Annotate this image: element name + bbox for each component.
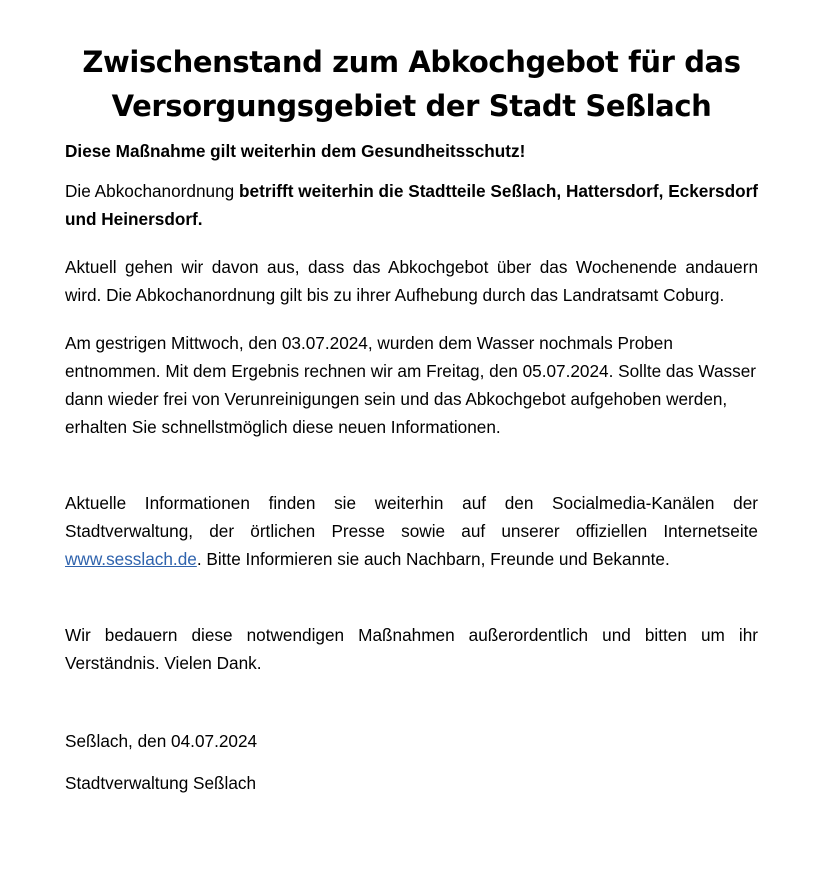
samples-paragraph: Am gestrigen Mittwoch, den 03.07.2024, wurden dem Wasser nochmals Proben entnommen. Mit dem Ergebnis rechnen wir am Freitag, den 05.07.2024. Sollte das Wasser dann wieder frei von Verunreinigungen sein und das Abkochgebot aufgehoben werden, erhalten Sie schnellstmöglich diese neuen Informationen.	[65, 333, 757, 437]
info-text-after: . Bitte Informieren sie auch Nachbarn, Freunde und Bekannte.	[196, 549, 670, 569]
regret-paragraph: Wir bedauern diese notwendigen Maßnahmen außerordentlich und bitten um ihr Verständnis. Vielen Dank.	[65, 625, 758, 673]
website-link[interactable]: www.sesslach.de	[65, 549, 197, 569]
signature-place-date: Seßlach, den 04.07.2024	[65, 731, 258, 751]
document-title: Zwischenstand zum Abkochgebot für das Versorgungsgebiet der Stadt Seßlach	[82, 45, 741, 123]
duration-paragraph: Aktuell gehen wir davon aus, dass das Abkochgebot über das Wochenende andauern wird. Die Abkochanordnung gilt bis zu ihrer Aufhebung durch das Landratsamt Coburg.	[65, 257, 758, 305]
document-subtitle: Diese Maßnahme gilt weiterhin dem Gesundheitsschutz!	[65, 141, 526, 161]
info-paragraph	[65, 489, 758, 573]
affected-areas-bold: betrifft weiterhin die Stadtteile Seßlach, Hattersdorf, Eckersdorf und Heinersdorf.	[65, 181, 758, 229]
affected-areas-paragraph	[65, 177, 758, 233]
signature-organization: Stadtverwaltung Seßlach	[65, 773, 257, 793]
document-page	[65, 40, 758, 797]
affected-areas-prefix: Die Abkochanordnung	[65, 181, 240, 201]
info-text-before: Aktuelle Informationen finden sie weiterhin auf den Socialmedia-Kanälen der Stadtverwaltung, der örtlichen Presse sowie auf unserer offiziellen Internetseite	[65, 493, 758, 541]
